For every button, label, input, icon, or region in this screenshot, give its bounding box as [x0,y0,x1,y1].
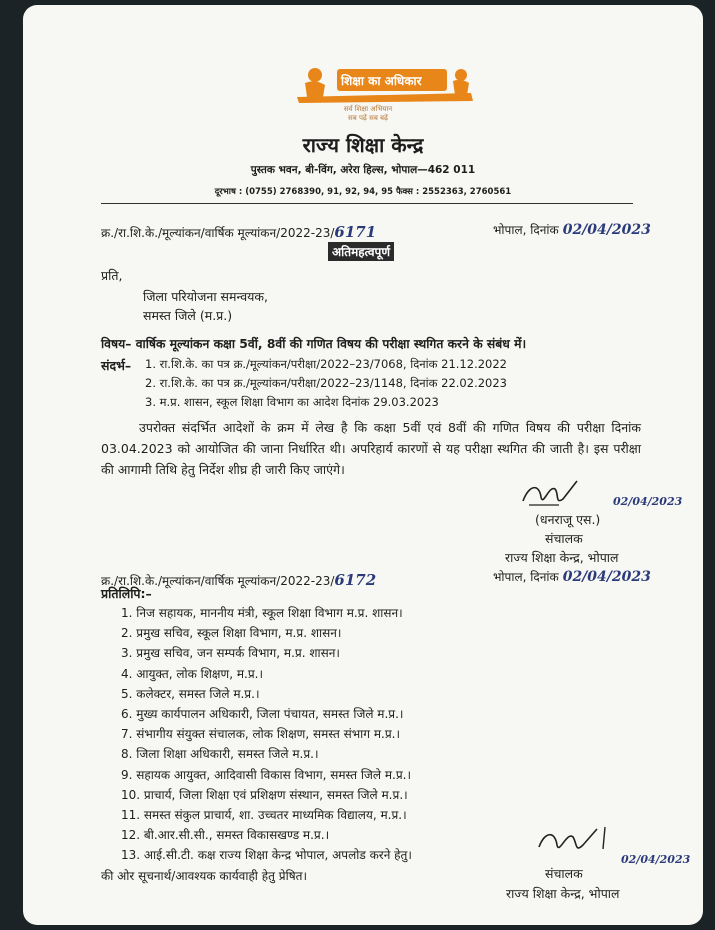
sign-date: 02/04/2023 [613,495,683,508]
list-item: 12. बी.आर.सी.सी., समस्त विकासखण्ड म.प्र.। [121,828,330,843]
signatory-title: संचालक [545,866,583,881]
date-value: 02/04/2023 [562,222,651,238]
body-paragraph: उपरोक्त संदर्भित आदेशों के क्रम में लेख है कि कक्षा 5वीं एवं 8वीं की गणित विषय की परीक्षा दिनांक 03.04.2023 को आयोजित की जाना निर्धारित थी। अपरिहार्य कारणों से यह परीक्षा स्थगित की जाती है। इस परीक्षा की आगामी तिथि हेतु निर्देश शीघ्र ही जारी किए जाएंगे। [101,420,641,477]
signatory-title: संचालक [545,531,583,546]
list-item: 3. प्रमुख सचिव, जन सम्पर्क विभाग, म.प्र. शासन। [121,646,340,661]
letter-reference [101,223,376,241]
sign-date: 02/04/2023 [621,853,691,866]
signature-1 [519,475,589,515]
list-item: 4. आयुक्त, लोक शिक्षण, म.प्र.। [121,666,264,681]
org-address: पुस्तक भवन, बी-विंग, अरेरा हिल्स, भोपाल—462 011 [250,164,476,176]
signatory-org: राज्य शिक्षा केन्द्र, भोपाल [505,550,619,565]
signatory-name: (धनराजू एस.) [535,512,601,527]
signatory-org: राज्य शिक्षा केन्द्र, भोपाल [506,886,620,901]
org-phone: दूरभाष : (0755) 2768390, 91, 92, 94, 95 फैक्स : 2552363, 2760561 [214,187,512,197]
signature-2 [535,823,615,863]
reference-item: 3. म.प्र. शासन, स्कूल शिक्षा विभाग का आदेश दिनांक 29.03.2023 [145,395,439,409]
ref-number: 6171 [334,223,377,241]
document-page [23,5,703,925]
ref-prefix: क्र./रा.शि.के./मूल्यांकन/वार्षिक मूल्यांकन/2022-23/ [101,226,335,240]
reference-item: 1. रा.शि.के. का पत्र क्र./मूल्यांकन/परीक्षा/2022–23/7068, दिनांक 21.12.2022 [145,357,507,371]
copy-footer: की ओर सूचनार्थ/आवश्यक कार्यवाही हेतु प्रेषित। [101,869,308,883]
list-item: 6. मुख्य कार्यपालन अधिकारी, जिला पंचायत, समस्त जिले म.प्र.। [121,707,404,722]
list-item: 9. सहायक आयुक्त, आदिवासी विकास विभाग, समस्त जिले म.प्र.। [121,767,412,782]
recipient-line: जिला परियोजना समन्वयक, [143,289,268,304]
logo-text: शिक्षा का अधिकार [341,74,422,88]
subject-line: विषय– वार्षिक मूल्यांकन कक्षा 5वीं, 8वीं की गणित विषय की परीक्षा स्थगित करने के संबंध में। [101,337,527,351]
logo-tagline [328,105,408,123]
list-item: 13. आई.सी.टी. कक्ष राज्य शिक्षा केन्द्र भोपाल, अपलोड करने हेतु। [121,848,412,863]
reference-label: संदर्भ– [101,358,132,373]
copy-date [493,568,651,585]
list-item: 10. प्राचार्य, जिला शिक्षा एवं प्रशिक्षण संस्थान, समस्त जिले म.प्र.। [121,787,408,802]
tagline-line: सब पढ़ें सब बढ़ें [348,114,388,122]
date-label: भोपाल, दिनांक [493,223,559,237]
ref-number: 6172 [334,571,377,589]
priority-badge: अतिमहत्वपूर्ण [328,242,394,261]
date-value: 02/04/2023 [562,569,651,585]
ref-prefix: क्र./रा.शि.के./मूल्यांकन/वार्षिक मूल्यांकन/2022-23/ [101,574,335,588]
list-item: 11. समस्त संकुल प्राचार्य, शा. उच्चतर माध्यमिक विद्यालय, म.प्र.। [121,808,407,823]
list-item: 8. जिला शिक्षा अधिकारी, समस्त जिले म.प्र.। [121,747,319,762]
date-label: भोपाल, दिनांक [493,570,559,584]
recipient-line: समस्त जिले (म.प्र.) [143,308,233,323]
header-divider [101,203,633,204]
list-item: 7. संभागीय संयुक्त संचालक, लोक शिक्षण, समस्त संभाग म.प्र.। [121,727,401,742]
copy-label: प्रतिलिपि:– [101,586,152,601]
org-name: राज्य शिक्षा केन्द्र [302,133,424,157]
to-label: प्रति, [101,268,123,283]
copy-list [121,603,412,866]
letter-date [493,221,651,238]
reference-item: 2. रा.शि.के. का पत्र क्र./मूल्यांकन/परीक्षा/2022–23/1148, दिनांक 22.02.2023 [145,376,507,390]
list-item: 1. निज सहायक, माननीय मंत्री, स्कूल शिक्षा विभाग म.प्र. शासन। [121,606,403,620]
list-item: 5. कलेक्टर, समस्त जिले म.प्र.। [121,686,260,701]
list-item: 2. प्रमुख सचिव, स्कूल शिक्षा विभाग, म.प्र. शासन। [121,626,342,641]
tagline-line: सर्व शिक्षा अभियान [343,105,393,113]
